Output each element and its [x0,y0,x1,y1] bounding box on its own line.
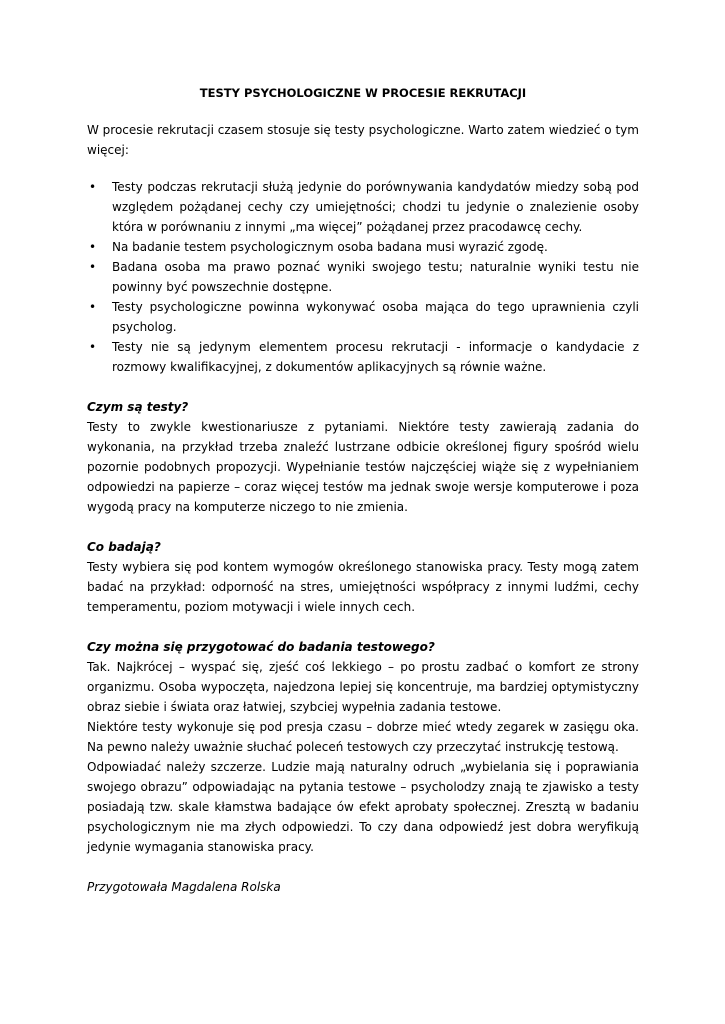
list-item-text: Testy nie są jedynym elementem procesu rekrutacji - informacje o kandydacie z rozmowy kwalifikacyjnej, z dokumentów aplikacyjnych są równie ważne. [112,340,639,374]
list-item-text: Testy psychologiczne powinna wykonywać osoba mająca do tego uprawnienia czyli psycholog. [112,300,639,334]
section-heading: Czy można się przygotować do badania testowego? [87,640,435,654]
section-what-are-tests [87,397,639,517]
list-item-text: Na badanie testem psychologicznym osoba badana musi wyrazić zgodę. [112,240,548,254]
list-item-text: Badana osoba ma prawo poznać wyniki swojego testu; naturalnie wyniki testu nie powinny być powszechnie dostępne. [112,260,639,294]
list-item [87,237,639,257]
section-what-they-measure [87,537,639,617]
bullet-list [87,177,639,377]
bullet-icon: • [89,340,97,354]
section-paragraph: Testy wybiera się pod kontem wymogów określonego stanowiska pracy. Testy mogą zatem badać na przykład: odporność na stres, umiejętności współpracy z innymi ludźmi, cechy temperamentu, poziom motywacji i wiele innych cech. [87,560,639,614]
author-credit: Przygotowała Magdalena Rolska [87,880,281,894]
list-item [87,337,639,377]
bullet-icon: • [89,300,97,314]
list-item [87,297,639,337]
section-paragraph: Odpowiadać należy szczerze. Ludzie mają naturalny odruch „wybielania się i poprawiania swojego obrazu” odpowiadając na pytania testowe – psycholodzy znają te zjawisko a testy posiadają tzw. skale kłamstwa badające ów efekt aprobaty społecznej. Zresztą w badaniu psychologicznym nie ma złych odpowiedzi. To czy dana odpowiedź jest dobra weryfikują jedynie wymagania stanowiska pracy. [87,760,639,854]
bullet-icon: • [89,240,97,254]
section-paragraph: Tak. Najkrócej – wyspać się, zjeść coś lekkiego – po prostu zadbać o komfort ze strony organizmu. Osoba wypoczęta, najedzona lepiej się koncentruje, ma bardziej optymistyczny obraz siebie i świata oraz łatwiej, szybciej wypełnia zadania testowe. [87,660,639,714]
section-paragraph: Testy to zwykle kwestionariusze z pytaniami. Niektóre testy zawierają zadania do wykonania, na przykład trzeba znaleźć lustrzane odbicie określonej figury spośród wielu pozornie podobnych propozycji. Wypełnianie testów najczęściej wiąże się z wypełnianiem odpowiedzi na papierze – coraz więcej testów ma jednak swoje wersje komputerowe i poza wygodą pracy na komputerze niczego to nie zmienia. [87,420,639,514]
list-item-text: Testy podczas rekrutacji służą jedynie do porównywania kandydatów miedzy sobą pod względem pożądanej cechy czy umiejętności; chodzi tu jedynie o znalezienie osoby która w porównaniu z innymi „ma więcej” pożądanej przez pracodawcę cechy. [112,180,639,234]
section-paragraph: Niektóre testy wykonuje się pod presja czasu – dobrze mieć wtedy zegarek w zasięgu oka. Na pewno należy uważnie słuchać poleceń testowych czy przeczytać instrukcję testową. [87,720,639,754]
document-page [87,84,639,897]
bullet-icon: • [89,260,97,274]
list-item [87,177,639,237]
intro-paragraph: W procesie rekrutacji czasem stosuje się testy psychologiczne. Warto zatem wiedzieć o tym więcej: [87,123,639,157]
bullet-icon: • [89,180,97,194]
section-heading: Czym są testy? [87,400,189,414]
section-preparation [87,637,639,857]
list-item [87,257,639,297]
document-title: TESTY PSYCHOLOGICZNE W PROCESIE REKRUTACJI [199,86,527,100]
section-heading: Co badają? [87,540,161,554]
